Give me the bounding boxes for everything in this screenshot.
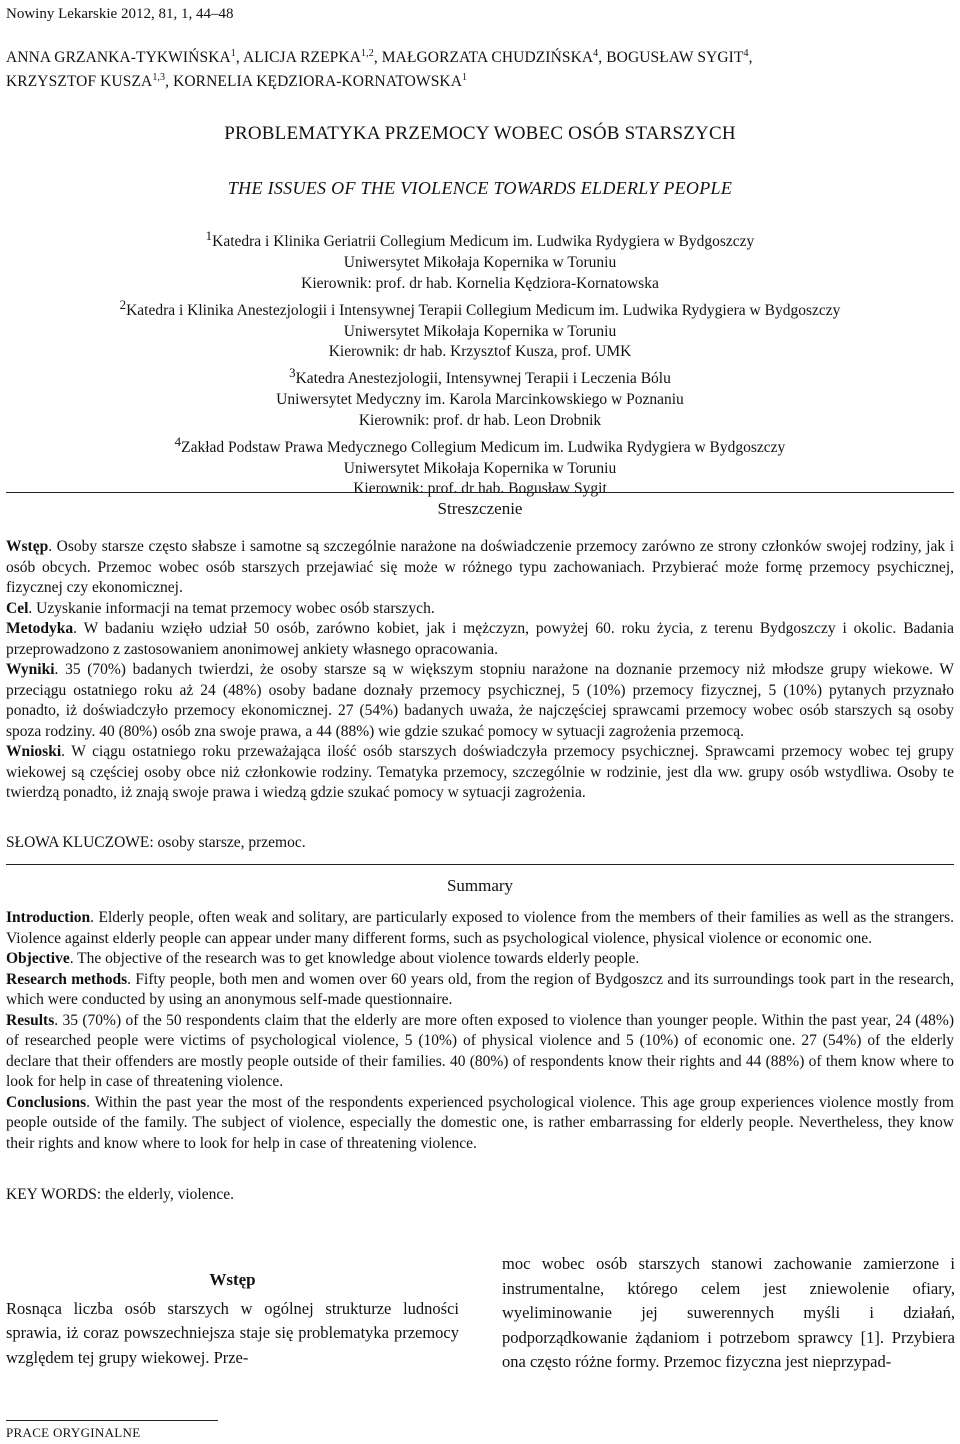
section-divider: [6, 492, 954, 493]
affiliation-text: Kierownik: prof. dr hab. Kornelia Kędziora-Kornatowska: [301, 274, 659, 292]
affiliation-line: [0, 226, 960, 253]
author-affiliation-mark: 1,2: [361, 47, 374, 59]
author-separator: ,: [598, 49, 607, 66]
streszczenie-heading: Streszczenie: [437, 499, 523, 518]
author-line-1: [6, 46, 956, 70]
abstract-label: Results: [6, 1011, 55, 1029]
affiliation-line: [0, 295, 960, 322]
affiliation-mark: 3: [289, 365, 296, 381]
author-name: MAŁGORZATA CHUDZIŃSKA: [381, 49, 594, 66]
abstract-label: Introduction: [6, 909, 91, 926]
abstract-paragraph: [6, 599, 954, 620]
affiliation-line: [0, 459, 960, 480]
affiliation-text: Uniwersytet Mikołaja Kopernika w Toruniu: [343, 253, 617, 271]
footer-divider: [6, 1420, 218, 1421]
abstract-text: . W badaniu wzięło udział 50 osób, zarówno kobiet, jak i mężczyzn, powyżej 60. roku życia, z terenu Bydgoszczy i okolic. Badania przeprowadzono z zastosowaniem anonimowej ankiety własnego opracowania.: [6, 620, 954, 658]
author-affiliation-mark: 4: [743, 47, 749, 59]
affiliation-text: Kierownik: dr hab. Krzysztof Kusza, prof. UMK: [328, 343, 632, 361]
section-divider: [6, 864, 954, 865]
abstract-label: Wstęp: [6, 538, 49, 555]
affiliation-list: [0, 226, 960, 500]
body-column-left: [6, 1268, 459, 1370]
affiliation-text: Zakład Podstaw Prawa Medycznego Collegium Medicum im. Ludwika Rydygiera w Bydgoszczy: [181, 438, 786, 456]
body-paragraph: Rosnąca liczba osób starszych w ogólnej strukturze ludności sprawia, iż coraz powszechniejsza staje się problematyka przemocy względem tej grupy wiekowej. Prze-: [6, 1298, 459, 1367]
affiliation-line: [0, 253, 960, 274]
affiliation-text: Uniwersytet Mikołaja Kopernika w Toruniu: [343, 322, 617, 340]
journal-reference: Nowiny Lekarskie 2012, 81, 1, 44–48: [6, 6, 234, 22]
abstract-label: Metodyka: [6, 620, 74, 637]
abstract-text: . The objective of the research was to get knowledge about violence towards elderly people.: [69, 950, 640, 967]
body-paragraph: moc wobec osób starszych stanowi zachowanie zamierzone i instrumentalne, którego celem jest zniewolenie ofiary, wyeliminowanie jej suwerennych myśli i działań, podporządkowanie żądaniom i potrzebom sprawcy [1]. Przybiera ona często różne formy. Przemoc fizyczna jest nieprzypad-: [502, 1254, 955, 1371]
keywords-english: KEY WORDS: the elderly, violence.: [6, 1186, 234, 1203]
affiliation-line: [0, 432, 960, 459]
author-name: ANNA GRZANKA-TYKWIŃSKA: [6, 49, 231, 66]
affiliation-line: [0, 274, 960, 295]
abstract-text: . 35 (70%) badanych twierdzi, że osoby starsze są w większym stopniu narażone na doznanie przemocy niż młodsze grupy wiekowe. W przeciągu ostatniego roku aż 24 (48%) osoby badane doznały przemocy psychicznej, 5 (10%) przemocy fizycznej, 5 (10%) pytanych przyznało ponadto, iż doświadczyło przemocy ekonomicznej. 27 (54%) badanych uważa, że najczęściej sprawcami przemocy wobec osób starszych są osoby spoza rodziny. 40 (80%) osób zna swoje prawa, a 44 (88%) wie gdzie szukać pomocy w sytuacji zagrożenia przemocą.: [6, 661, 954, 740]
abstract-text: . Within the past year the most of the respondents experienced psychological violence. This age group experiences violence mostly from people outside of the family. The subject of violence, especially the domestic one, is rather embarrassing for elderly people. Nevertheless, they know their rights and know where to look for help in case of threatening violence.: [6, 1093, 954, 1152]
author-separator: ,: [373, 49, 382, 66]
abstract-label: Cel: [6, 599, 29, 617]
affiliation-text: Uniwersytet Medyczny im. Karola Marcinkowskiego w Poznaniu: [276, 391, 684, 409]
author-line-2: [6, 70, 956, 94]
article-title-english: THE ISSUES OF THE VIOLENCE TOWARDS ELDERLY PEOPLE: [227, 178, 733, 198]
affiliation-line: [0, 479, 960, 500]
abstract-paragraph: [6, 1093, 954, 1155]
author-list: [6, 46, 956, 94]
abstract-english: [6, 908, 954, 1154]
affiliation-line: [0, 411, 960, 432]
abstract-text: . Elderly people, often weak and solitary, are particularly exposed to violence from the members of their families as well as the strangers. Violence against elderly people can appear under many different forms, such as psychological violence, physical violence or economic one.: [6, 909, 954, 947]
author-separator: ,: [235, 49, 243, 66]
summary-heading: Summary: [446, 876, 514, 895]
abstract-label: Objective: [6, 950, 70, 967]
article-title-polish: PROBLEMATYKA PRZEMOCY WOBEC OSÓB STARSZYCH: [224, 123, 736, 144]
affiliation-mark: 1: [205, 228, 213, 243]
affiliation-text: Uniwersytet Mikołaja Kopernika w Toruniu: [343, 459, 617, 477]
abstract-text: . Fifty people, both men and women over 60 years old, from the region of Bydgoszcz and its surroundings took part in the research, which were conducted by using an anonymous self-made questionnaire.: [6, 970, 954, 1008]
author-separator: ,: [748, 49, 753, 66]
section-label-footer: PRACE ORYGINALNE: [6, 1425, 141, 1440]
abstract-text: . Uzyskanie informacji na temat przemocy wobec osób starszych.: [28, 599, 435, 617]
author-affiliation-mark: 1: [230, 47, 236, 59]
affiliation-mark: 2: [119, 296, 127, 312]
abstract-polish: [6, 537, 954, 804]
affiliation-text: Katedra i Klinika Anestezjologii i Intensywnej Terapii Collegium Medicum im. Ludwika Rydygiera w Bydgoszczy: [126, 301, 841, 319]
abstract-paragraph: [6, 619, 954, 660]
abstract-label: Research methods: [6, 970, 128, 988]
abstract-label: Conclusions: [6, 1093, 87, 1111]
affiliation-line: [0, 322, 960, 343]
abstract-paragraph: [6, 660, 954, 742]
body-column-right: [502, 1252, 955, 1375]
author-separator: ,: [165, 73, 174, 90]
affiliation-text: Kierownik: prof. dr hab. Bogusław Sygit: [353, 480, 607, 498]
author-affiliation-mark: 4: [593, 47, 599, 59]
affiliation-text: Katedra i Klinika Geriatrii Collegium Medicum im. Ludwika Rydygiera w Bydgoszczy: [212, 233, 755, 251]
abstract-paragraph: [6, 1011, 954, 1093]
affiliation-mark: 4: [174, 433, 182, 449]
affiliation-text: Kierownik: prof. dr hab. Leon Drobnik: [358, 411, 602, 429]
author-name: ALICJA RZEPKA: [243, 49, 361, 66]
affiliation-text: Katedra Anestezjologii, Intensywnej Terapii i Leczenia Bólu: [295, 370, 671, 388]
abstract-paragraph: [6, 742, 954, 804]
abstract-text: . 35 (70%) of the 50 respondents claim that the elderly are more often exposed to violence than younger people. Within the past year, 24 (48%) of researched people were victims of psychological violence, 5 (10%) of physical violence and 5 (10%) of economic one. 27 (54%) of the elderly declare that their offenders are mostly people outside of their families. 40 (80%) of respondents know their rights and 44 (88%) of them know where to look for help in case of threatening violence.: [6, 1011, 954, 1090]
abstract-paragraph: [6, 970, 954, 1011]
author-affiliation-mark: 1,3: [152, 71, 166, 83]
abstract-text: . W ciągu ostatniego roku przeważająca ilość osób starszych doświadczyła przemocy psychicznej. Sprawcami przemocy wobec tej grupy wiekowej są częściej osoby obce niż członkowie rodziny. Tematyka przemocy, szczególnie w rodzinie, jest dla ww. grupy osób wstydliwa. Osoby te twierdzą ponadto, iż znają swoje prawa i wiedzą gdzie szukać pomocy w sytuacji zagrożenia.: [6, 743, 954, 801]
abstract-text: . Osoby starsze często słabsze i samotne są szczególnie narażone na doświadczenie przemocy zarówno ze strony członków swojej rodziny, jak i osób obcych. Przemoc wobec osób starszych przejawiać się może w różnego typu zachowaniach. Przybierać może formę przemocy psychicznej, fizycznej czy ekonomicznej.: [6, 538, 954, 596]
author-name: KRZYSZTOF KUSZA: [6, 73, 153, 90]
author-name: KORNELIA KĘDZIORA-KORNATOWSKA: [173, 73, 463, 90]
abstract-paragraph: [6, 949, 954, 970]
abstract-paragraph: [6, 908, 954, 949]
intro-heading: Wstęp: [209, 1270, 256, 1289]
affiliation-line: [0, 363, 960, 390]
abstract-paragraph: [6, 537, 954, 599]
keywords-polish: SŁOWA KLUCZOWE: osoby starsze, przemoc.: [6, 834, 306, 851]
author-name: BOGUSŁAW SYGIT: [606, 49, 744, 66]
abstract-label: Wyniki: [6, 661, 55, 678]
affiliation-line: [0, 342, 960, 363]
author-affiliation-mark: 1: [462, 71, 468, 83]
abstract-label: Wnioski: [6, 743, 62, 760]
affiliation-line: [0, 390, 960, 411]
